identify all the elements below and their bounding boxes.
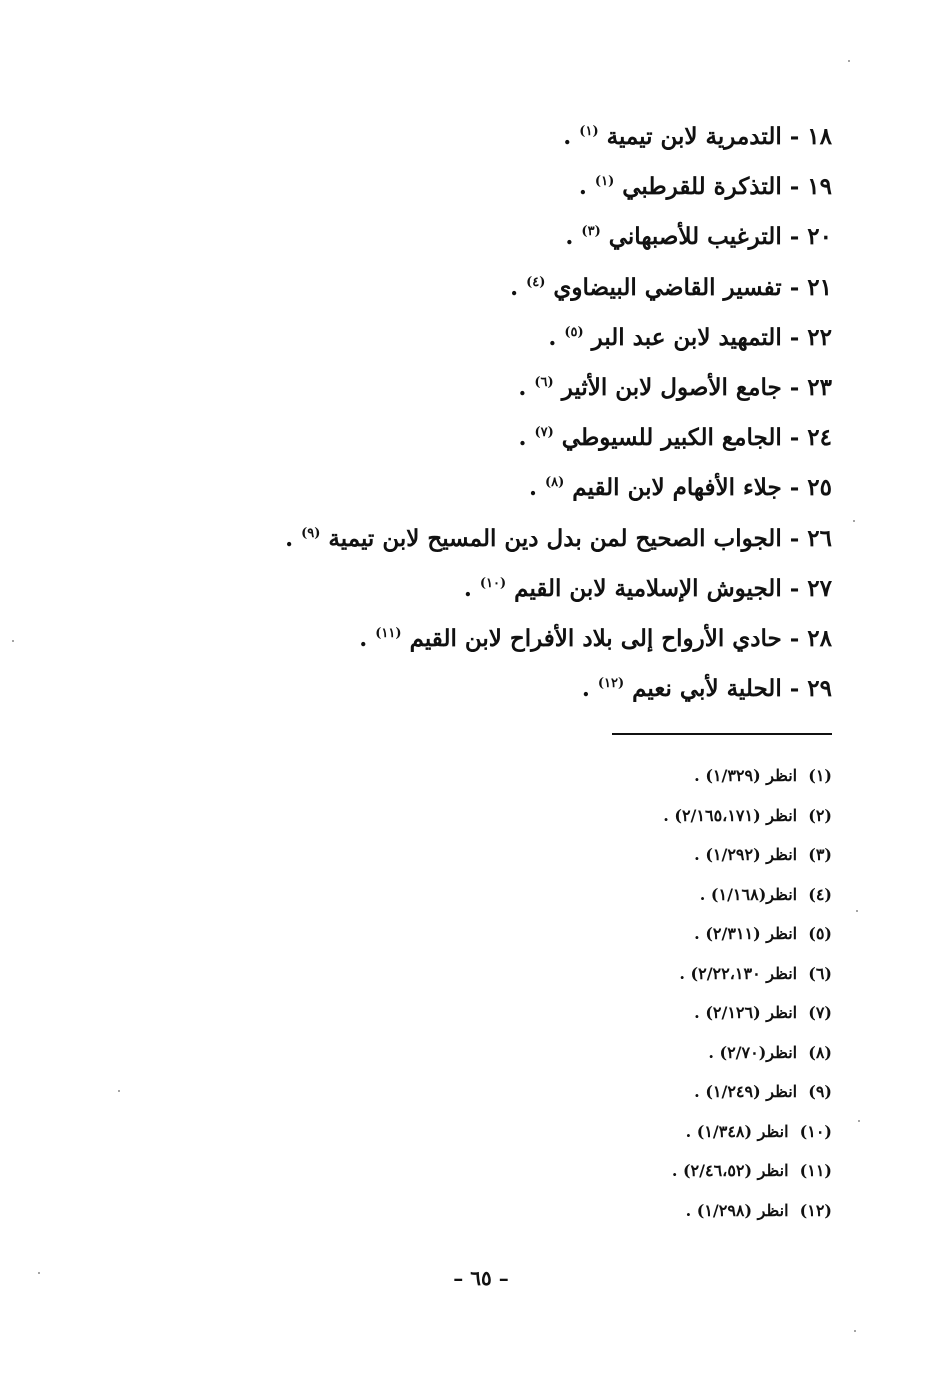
footnote-mark: (٣) — [808, 845, 832, 864]
footnote-ref: (٩) — [301, 525, 321, 541]
scan-speck — [856, 910, 858, 912]
footnote-mark: (٥) — [808, 924, 832, 943]
list-item: ٢٨ - حادي الأرواح إلى بلاد الأفراح لابن القيم $^{(١١)}$ . — [359, 624, 832, 652]
footnote-separator — [612, 733, 832, 735]
list-item: ٢٦ - الجواب الصحيح لمن بدل دين المسيح لابن تيمية $^{(٩)}$ . — [285, 524, 832, 552]
footnote-mark: (٩) — [808, 1082, 832, 1101]
footnote — [432, 993, 832, 1033]
item-text: جلاء الأفهام لابن القيم — [572, 474, 782, 502]
item-text: التدمرية لابن تيمية — [606, 123, 782, 150]
footnote — [432, 756, 832, 796]
footnote-mark: (١٢) — [799, 1200, 832, 1220]
item-number: ١٨ — [807, 123, 832, 150]
item-text: التذكرة للقرطبي — [622, 173, 782, 201]
item-number: ٢٠ — [807, 223, 832, 251]
references-list — [272, 112, 832, 714]
footnote-text: انظر (١/٢٩٢) . — [694, 845, 798, 864]
item-text: التمهيد لابن عبد البر — [591, 323, 782, 351]
item-text: جامع الأصول لابن الأثير — [561, 373, 782, 401]
footnote-ref: (٥) — [564, 324, 584, 340]
scan-speck — [12, 640, 14, 642]
list-item: ٢٤ - الجامع الكبير للسيوطي $^{(٧)}$ . — [518, 424, 832, 452]
list-item: ٢٥ - جلاء الأفهام لابن القيم $^{(٨)}$ . — [528, 474, 832, 502]
footnote — [432, 1033, 832, 1073]
scan-speck — [853, 520, 855, 522]
footnote — [432, 1151, 832, 1191]
item-number: ٢٤ — [807, 424, 832, 452]
footnote-text: انظر (١/٢٩٨) . — [685, 1200, 789, 1220]
footnote-ref: (١٢) — [597, 675, 625, 691]
footnote-mark: (١١) — [799, 1161, 832, 1180]
footnote-ref: (٧) — [534, 425, 554, 441]
footnote-text: انظر ٢/٢٢،١٣٠) . — [679, 963, 798, 983]
footnote — [432, 914, 832, 954]
footnote-ref: (١١) — [375, 625, 402, 641]
item-number: ٢٢ — [807, 323, 832, 351]
list-item: ٢٩ - الحلية لأبي نعيم $^{(١٢)}$ . — [581, 675, 832, 703]
footnote-text: انظر (٢/٣١١) . — [694, 924, 798, 943]
footnote — [432, 1112, 832, 1152]
footnote-text: انظر (٢/١٦٥،١٧١) . — [663, 805, 798, 825]
footnote-ref: (١) — [579, 123, 599, 139]
footnote-ref: (٨) — [544, 475, 565, 491]
item-text: الترغيب للأصبهاني — [608, 223, 782, 251]
list-item: ١٩ - التذكرة للقرطبي $^{(١)}$ . — [578, 173, 832, 201]
list-item: ٢٧ - الجيوش الإسلامية لابن القيم $^{(١٠)}$ . — [463, 574, 832, 602]
footnote-text: انظر(١/١٦٨) . — [699, 884, 798, 904]
footnote-text: انظر (٢/٤٦،٥٢) . — [671, 1161, 789, 1180]
item-text: الجيوش الإسلامية لابن القيم — [514, 574, 782, 602]
footnote-text: انظر (٢/١٢٦) . — [694, 1003, 798, 1022]
footnote-ref: (٤) — [526, 274, 546, 290]
footnote-ref: (١) — [594, 174, 615, 190]
footnotes-list — [432, 756, 832, 1230]
scan-speck — [848, 60, 850, 62]
item-text: الجواب الصحيح لمن بدل دين المسيح لابن تيمية — [328, 524, 782, 552]
item-number: ٢١ — [807, 273, 832, 301]
footnote — [432, 954, 832, 994]
footnote-mark: (٨) — [808, 1042, 832, 1062]
footnote-ref: (٣) — [581, 224, 601, 240]
list-item: ١٨ - التدمرية لابن تيمية $^{(١)}$ . — [563, 123, 832, 150]
list-item: ٢٠ - الترغيب للأصبهاني $^{(٣)}$ . — [565, 223, 832, 251]
item-number: ٢٧ — [807, 574, 832, 602]
scan-speck — [854, 1330, 856, 1332]
item-text: الحلية لأبي نعيم — [632, 675, 782, 703]
footnote-ref: (٦) — [534, 374, 554, 390]
footnote-mark: (٢) — [808, 805, 832, 825]
footnote-mark: (٦) — [808, 963, 832, 983]
footnote-text: انظر (١/٢٤٩) . — [694, 1082, 798, 1101]
item-number: ٢٦ — [807, 524, 832, 552]
item-number: ٢٣ — [807, 373, 832, 401]
footnote — [432, 1191, 832, 1231]
footnote-ref: (١٠) — [479, 575, 507, 591]
footnote-mark: (٤) — [808, 884, 832, 904]
footnote-mark: (١٠) — [799, 1121, 832, 1141]
footnote-mark: (٧) — [808, 1003, 832, 1022]
footnote — [432, 835, 832, 875]
item-number: ٢٩ — [807, 675, 832, 703]
list-item: ٢٣ - جامع الأصول لابن الأثير $^{(٦)}$ . — [518, 373, 832, 401]
scan-speck — [38, 1272, 40, 1274]
scan-speck — [118, 1090, 120, 1092]
item-text: تفسير القاضي البيضاوي — [553, 273, 782, 301]
footnote — [432, 875, 832, 915]
item-number: ١٩ — [807, 173, 832, 201]
item-number: ٢٥ — [807, 474, 832, 502]
item-number: ٢٨ — [807, 624, 832, 652]
list-item: ٢١ - تفسير القاضي البيضاوي $^{(٤)}$ . — [510, 273, 832, 301]
footnote-mark: (١) — [808, 766, 832, 785]
footnote — [432, 796, 832, 836]
footnote-text: انظر (١/٣٢٩) . — [694, 766, 798, 785]
page-number: – ٦٥ – — [453, 1266, 509, 1290]
footnote-text: انظر(٢/٧٠) . — [708, 1042, 798, 1062]
item-text: الجامع الكبير للسيوطي — [561, 424, 782, 452]
item-text: حادي الأرواح إلى بلاد الأفراح لابن القيم — [409, 624, 782, 652]
scan-speck — [858, 1120, 860, 1122]
footnote-text: انظر (١/٣٤٨) . — [685, 1121, 789, 1141]
footnote — [432, 1072, 832, 1112]
list-item: ٢٢ - التمهيد لابن عبد البر $^{(٥)}$ . — [548, 323, 832, 351]
